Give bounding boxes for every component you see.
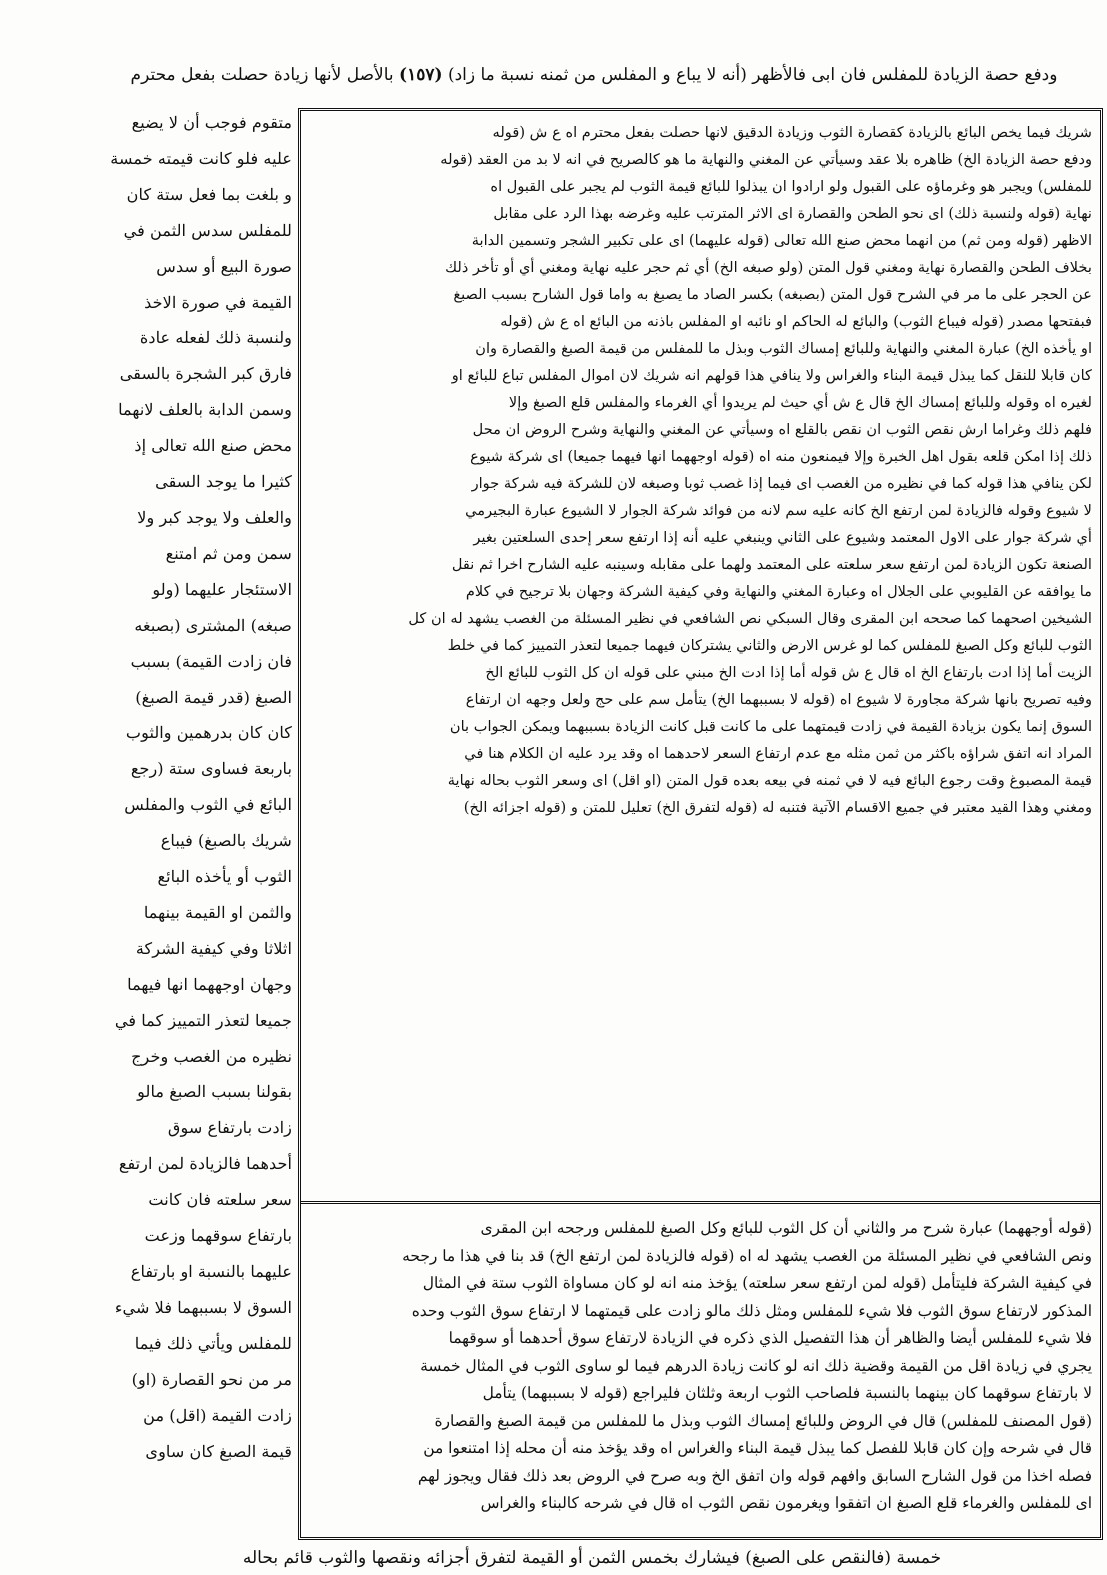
side-text-line: زادت القيمة (اقل) من: [143, 1405, 292, 1425]
side-text-line: زادت بارتفاع سوق: [167, 1118, 292, 1138]
lower-commentary-line: المذكور لارتفاع سوق الثوب فلا شيء للمفلس ومثل ذلك مالو زادت على قيمتهما لا ارتفاع سوق الثوب وحده: [411, 1301, 1092, 1320]
side-text-line: كان كان بدرهمين والثوب: [125, 723, 292, 743]
lower-commentary-line: (قول المصنف للمفلس) قال في الروض وللبائع إمساك الثوب وبذل ما للمفلس من قيمة الصبغ والقصارة: [434, 1411, 1092, 1430]
lower-commentary-line: لا بارتفاع سوقهما كان بينهما بالنسبة فلصاحب الثوب اربعة وثلثان فليراجع (قوله لا بسببهما) يتأمل: [482, 1384, 1092, 1402]
side-text-line: صبغه) المشترى (بصبغه: [134, 615, 292, 635]
upper-commentary-line: ما يوافقه عن القليوبي على الجلال اه وعبارة المغني والنهاية وفي كيفية الشركة وجهان بلا ترجيح في كلام: [465, 583, 1092, 600]
side-text-line: بقولنا بسبب الصبغ مالو: [137, 1082, 292, 1102]
commentary-divider: [301, 1201, 1100, 1204]
upper-commentary-line: ذلك إذا امكن قلعه بقول اهل الخبرة وإلا فيمنعون منه اه (قوله اوجههما انها فيهما جميعا) اى شركة شيوع: [470, 448, 1092, 465]
side-text-line: الاستئجار عليهما (ولو: [152, 579, 292, 599]
upper-commentary-line: قيمة المصبوغ وقت رجوع البائع فيه لا في ثمنه في بيعه بعده قول المتن (او اقل) اى وسعر الثوب بحاله نهاية: [447, 772, 1092, 789]
upper-commentary-line: أي شركة جوار على الاول المعتمد وشيوع على الثاني وينبغي عليه أنه إذا ارتفع سعر إحدى السلعتين بغير: [473, 529, 1092, 546]
lower-commentary-line: في كيفية الشركة فليتأمل (قوله لمن ارتفع سعر سلعته) يؤخذ منه انه لو كان مساواة الثوب ستة في المثال: [422, 1274, 1092, 1292]
upper-commentary-line: فبفتحها مصدر (قوله فيباع الثوب) والبائع له الحاكم او نائبه او المفلس باذنه من البائع اه ع ش (قوله: [500, 313, 1092, 330]
upper-commentary-line: للمفلس) ويجبر هو وغرماؤه على القبول ولو ارادوا ان يبذلوا للبائع قيمة الثوب لم يجبر على القبول اه: [490, 178, 1092, 195]
upper-commentary-line: لكن ينافي هذا قوله كما في نظيره من الغصب اى فيما إذا غصب ثوبا وصبغه لان للشركة فيه شركة جوار: [471, 475, 1092, 492]
upper-commentary-line: شريك فيما يخص البائع بالزيادة كقصارة الثوب وزيادة الدقيق لانها حصلت بفعل محترم اه ع ش (قوله: [492, 124, 1092, 141]
side-text-line: وجهان اوجههما انها فيهما: [127, 974, 292, 994]
side-text-line: الصبغ (قدر قيمة الصبغ): [135, 687, 292, 707]
page-header: [84, 50, 1104, 100]
lower-commentary: [309, 1215, 1092, 1535]
side-text-line: سعر سلعته فان كانت: [148, 1190, 292, 1210]
side-text-line: ولنسبة ذلك لفعله عادة: [139, 328, 292, 348]
commentary-frame: [298, 108, 1103, 1540]
side-text-line: جميعا لتعذر التمييز كما في: [114, 1010, 292, 1030]
side-text-line: الثوب أو يأخذه البائع: [157, 867, 292, 887]
header-text-right: ودفع حصة الزيادة للمفلس فان ابى فالأظهر (أنه لا يباع و المفلس من ثمنه نسبة ما زاد): [447, 65, 1058, 85]
upper-commentary-line: ودفع حصة الزيادة الخ) ظاهره بلا عقد وسيأتي عن المغني والنهاية ما هو كالصريح في انه لا بد من العقد (قوله: [440, 151, 1092, 168]
side-text-line: مر من نحو القصارة (او): [131, 1369, 292, 1389]
upper-commentary-line: الاظهر (قوله ومن ثم) من انهما محض صنع الله تعالى (قوله عليهما) اى على تكبير الشجر وتسمين الدابة: [471, 232, 1092, 249]
upper-commentary-line: الصنعة تكون الزيادة لمن ارتفع سعر سلعته على المعتمد ولهما على مقابله وسينبه عليه الشارح اخرا ثم نقل: [451, 556, 1092, 573]
side-text-line: للمفلس ويأتي ذلك فيما: [134, 1333, 292, 1353]
side-text-line: للمفلس سدس الثمن في: [123, 220, 292, 240]
lower-commentary-line: فصله اخذا من قول الشارح السابق وافهم قوله وان اتفق الخ وبه صرح في الروض بعد ذلك فقال ويجوز لهم: [417, 1466, 1092, 1485]
page-footer-text: خمسة (فالنقص على الصبغ) فيشارك بخمس الثمن أو القيمة لتفرق أجزائه ونقصها والثوب قائم بحاله: [242, 1548, 942, 1568]
upper-commentary-line: عن الحجر على ما مر في الشرح قول المتن (بصبغه) بكسر الصاد ما يصبغ به واما قول الشارح بسبب الصبغ: [453, 286, 1092, 303]
upper-commentary-line: كان قابلا للنقل كما يبذل قيمة البناء والغراس ولا ينافي هذا قولهم انه شريك لان اموال المفلس تباع للبائع او: [451, 367, 1092, 384]
upper-commentary-line: المراد انه اتفق شراؤه باكثر من ثمن مثله مع عدم ارتفاع السعر لاحدهما اه وقد يرد عليه ان الكلام هنا في: [464, 745, 1092, 762]
side-text-line: نظيره من الغصب وخرج: [131, 1046, 292, 1066]
side-text-line: كثيرا ما يوجد السقى: [155, 472, 292, 492]
side-text-line: فان زادت القيمة) بسبب: [130, 651, 292, 671]
upper-commentary-line: لغيره اه وقوله وللبائع إمساك الخ قال ع ش أي حيث لم يريدوا أي الغرماء والمفلس قلع الصبغ وإلا: [508, 394, 1092, 411]
lower-commentary-line: يجري في زيادة اقل من القيمة وقضية ذلك انه لو كانت زيادة الدرهم فيما لو ساوى الثوب في المثال خمسة: [420, 1356, 1092, 1375]
upper-commentary-line: وفيه تصريح بانها شركة مجاورة لا شيوع اه (قوله لا بسببهما الخ) يتأمل سم على حج ولعل وجهه ان ارتفاع: [465, 691, 1092, 708]
lower-commentary-line: (قوله أوجههما) عبارة شرح مر والثاني أن كل الثوب للبائع وكل الصبغ للمفلس ورجحه ابن المقرى: [480, 1219, 1092, 1237]
upper-commentary-line: لا شيوع وقوله فالزيادة لمن ارتفع الخ كانه عليه سم لانه من فوائد شركة الجوار لا الشيوع عبارة البجيرمي: [465, 502, 1092, 519]
upper-commentary-line: فلهم ذلك وغراما ارش نقص الثوب ان نقص بالقلع اه وسيأتي عن المغني والنهاية وشرح الروض ان محل: [472, 421, 1092, 438]
side-text-line: صورة البيع أو سدس: [156, 256, 292, 276]
upper-commentary-line: بخلاف الطحن والقصارة نهاية ومغني قول المتن (ولو صبغه الخ) أي ثم حجر عليه نهاية ومغني أي أو تأخر ذلك: [445, 259, 1092, 276]
side-text-line: البائع في الثوب والمفلس: [124, 795, 292, 815]
lower-commentary-line: اى للمفلس والغرماء قلع الصبغ ان اتفقوا ويغرمون نقص الثوب اه قال في شرحه كالبناء والغراس: [480, 1494, 1092, 1512]
lower-commentary-line: فلا شيء للمفلس أيضا والظاهر أن هذا التفصيل الذي ذكره في الزيادة لارتفاع سوق أحدهما أو سوقهما: [448, 1329, 1092, 1347]
upper-commentary: [309, 119, 1092, 1197]
page-number: (١٥٧): [399, 65, 443, 85]
upper-commentary-line: السوق إنما يكون بزيادة القيمة في زادت قيمتهما على ما كانت قبل كانت الزيادة بسببهما ويمكن الجواب بان: [449, 718, 1092, 735]
upper-commentary-line: الزيت أما إذا ادت بارتفاع الخ اه قال ع ش قوله أما إذا ادت الخ مبني على قوله ان كل الثوب للبائع الخ: [485, 664, 1092, 681]
side-text-line: وسمن الدابة بالعلف لانهما: [118, 400, 292, 420]
side-text-line: فارق كبر الشجرة بالسقى: [119, 364, 292, 384]
side-text-line: اثلاثا وفي كيفية الشركة: [135, 938, 292, 958]
side-text-line: و بلغت بما فعل ستة كان: [126, 184, 292, 204]
side-text-line: السوق لا بسببهما فلا شيء: [114, 1297, 292, 1317]
side-text-line: سمن ومن ثم امتنع: [165, 543, 292, 563]
header-text-left: بالأصل لأنها زيادة حصلت بفعل محترم: [130, 65, 394, 85]
upper-commentary-line: الشيخين اصحهما كما صححه ابن المقرى وقال السبكي نص الشافعي في نظير المسئلة من الغصب يشهد له ان كل: [408, 610, 1092, 627]
side-text-line: أحدهما فالزيادة لمن ارتفع: [118, 1154, 292, 1174]
side-column-main-text: [80, 105, 292, 1540]
side-text-line: والثمن او القيمة بينهما: [143, 902, 292, 922]
upper-commentary-line: ومغني وهذا القيد معتبر في جميع الاقسام الآتية فتنبه له (قوله لتفرق الخ) تعليل للمتن و (قوله اجزائه الخ): [463, 799, 1092, 816]
side-text-line: محض صنع الله تعالى إذ: [134, 436, 292, 456]
upper-commentary-line: الثوب للبائع وكل الصبغ للمفلس كما لو غرس الارض والثاني يشتركان فيهما جميعا لتعذر التمييز كما في خلط: [447, 637, 1092, 654]
side-text-line: قيمة الصبغ كان ساوى: [145, 1441, 292, 1461]
side-text-line: عليه فلو كانت قيمته خمسة: [110, 148, 292, 168]
side-text-line: متقوم فوجب أن لا يضيع: [131, 113, 292, 132]
side-text-line: بارتفاع سوقهما وزعت: [144, 1226, 292, 1246]
upper-commentary-line: او يأخذه الخ) عبارة المغني والنهاية وللبائع إمساك الثوب وبذل ما للمفلس من قيمة الصبغ والقصارة وان: [475, 340, 1092, 357]
upper-commentary-line: نهاية (قوله ولنسبة ذلك) اى نحو الطحن والقصارة اى الاثر المترتب عليه وغرضه بهذا الرد على مقابل: [493, 205, 1092, 222]
side-text-line: باربعة فساوى ستة (رجع: [130, 759, 292, 779]
lower-commentary-line: قال في شرحه وإن كان قابلا للفصل كما يبذل قيمة البناء والغراس اه وقد يؤخذ منه أن محله إذا امتنعوا من: [423, 1439, 1092, 1457]
side-text-line: عليهما بالنسبة او بارتفاع: [130, 1262, 292, 1281]
side-text-line: والعلف ولا يوجد كبر ولا: [137, 507, 292, 527]
lower-commentary-line: ونص الشافعي في نظير المسئلة من الغصب يشهد له اه (قوله فالزيادة لمن ارتفع الخ) قد بنا في هذا ما رجحه: [402, 1246, 1092, 1265]
side-text-line: شريك بالصبغ) فيباع: [160, 831, 292, 851]
side-text-line: القيمة في صورة الاخذ: [144, 292, 292, 312]
